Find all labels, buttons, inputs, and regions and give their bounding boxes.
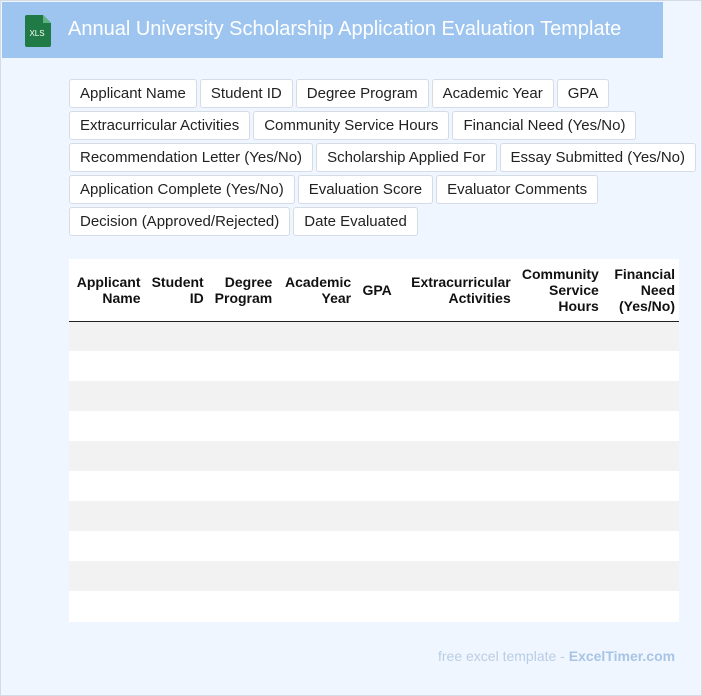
table-row	[69, 381, 679, 411]
table-cell[interactable]	[145, 441, 208, 471]
data-table	[69, 259, 679, 621]
column-header: Student ID	[145, 259, 208, 321]
table-cell[interactable]	[396, 441, 515, 471]
table-row	[69, 441, 679, 471]
table-cell[interactable]	[69, 411, 145, 441]
table-cell[interactable]	[145, 591, 208, 621]
table-cell[interactable]	[603, 591, 679, 621]
column-header: Academic Year	[276, 259, 355, 321]
table-cell[interactable]	[355, 501, 396, 531]
table-cell[interactable]	[396, 321, 515, 351]
column-header: Extracurricular Activities	[396, 259, 515, 321]
field-chip[interactable]: Financial Need (Yes/No)	[452, 111, 636, 140]
table-cell[interactable]	[145, 561, 208, 591]
table-cell[interactable]	[396, 351, 515, 381]
table-row	[69, 321, 679, 351]
table-cell[interactable]	[145, 381, 208, 411]
table-cell[interactable]	[208, 471, 277, 501]
table-cell[interactable]	[603, 561, 679, 591]
table-cell[interactable]	[515, 561, 603, 591]
table-cell[interactable]	[355, 531, 396, 561]
table-cell[interactable]	[515, 441, 603, 471]
field-chip[interactable]: Community Service Hours	[253, 111, 449, 140]
table-cell[interactable]	[145, 471, 208, 501]
table-cell[interactable]	[396, 591, 515, 621]
table-cell[interactable]	[603, 381, 679, 411]
table-cell[interactable]	[355, 321, 396, 351]
table-cell[interactable]	[276, 591, 355, 621]
table-cell[interactable]	[145, 531, 208, 561]
table-cell[interactable]	[396, 381, 515, 411]
table-row	[69, 501, 679, 531]
field-chip-list	[69, 79, 699, 236]
column-header: Applicant Name	[69, 259, 145, 321]
table-cell[interactable]	[208, 441, 277, 471]
table-cell[interactable]	[69, 351, 145, 381]
table-header-row	[69, 259, 679, 321]
table-cell[interactable]	[208, 561, 277, 591]
table-cell[interactable]	[515, 501, 603, 531]
table-cell[interactable]	[208, 501, 277, 531]
table-cell[interactable]	[603, 441, 679, 471]
excel-file-icon	[23, 15, 51, 47]
field-chip[interactable]: Extracurricular Activities	[69, 111, 250, 140]
table-cell[interactable]	[603, 471, 679, 501]
footer-credit	[438, 648, 675, 664]
field-chip[interactable]: Scholarship Applied For	[316, 143, 496, 172]
page-title: Annual University Scholarship Application Evaluation Template	[68, 18, 622, 40]
table-cell[interactable]	[145, 501, 208, 531]
table-cell[interactable]	[355, 351, 396, 381]
field-chip[interactable]: Academic Year	[432, 79, 554, 108]
field-chip[interactable]: Evaluator Comments	[436, 175, 598, 204]
title-bar	[2, 2, 663, 58]
table-cell[interactable]	[276, 351, 355, 381]
table-cell[interactable]	[276, 531, 355, 561]
table-cell[interactable]	[145, 351, 208, 381]
table-cell[interactable]	[69, 531, 145, 561]
table-cell[interactable]	[276, 321, 355, 351]
table-cell[interactable]	[69, 321, 145, 351]
table-cell[interactable]	[355, 381, 396, 411]
table-cell[interactable]	[208, 411, 277, 441]
field-chip[interactable]: Decision (Approved/Rejected)	[69, 207, 290, 236]
table-cell[interactable]	[396, 561, 515, 591]
table-cell[interactable]	[69, 591, 145, 621]
table-row	[69, 351, 679, 381]
table-row	[69, 411, 679, 441]
table-cell[interactable]	[603, 351, 679, 381]
table-cell[interactable]	[208, 321, 277, 351]
table-cell[interactable]	[276, 381, 355, 411]
table-cell[interactable]	[276, 411, 355, 441]
table-cell[interactable]	[355, 561, 396, 591]
field-chip[interactable]: GPA	[557, 79, 610, 108]
table-cell[interactable]	[355, 471, 396, 501]
column-header: Degree Program	[208, 259, 277, 321]
table-cell[interactable]	[276, 471, 355, 501]
table-cell[interactable]	[355, 441, 396, 471]
table-cell[interactable]	[355, 591, 396, 621]
table-cell[interactable]	[69, 471, 145, 501]
table-cell[interactable]	[276, 501, 355, 531]
field-chip[interactable]: Applicant Name	[69, 79, 197, 108]
field-chip[interactable]: Evaluation Score	[298, 175, 433, 204]
table-cell[interactable]	[208, 381, 277, 411]
field-chip[interactable]: Recommendation Letter (Yes/No)	[69, 143, 313, 172]
footer-text: free excel template -	[438, 648, 569, 664]
table-cell[interactable]	[355, 411, 396, 441]
data-table-container	[69, 259, 679, 622]
table-cell[interactable]	[208, 591, 277, 621]
table-row	[69, 471, 679, 501]
table-row	[69, 561, 679, 591]
table-row	[69, 531, 679, 561]
table-cell[interactable]	[515, 381, 603, 411]
table-cell[interactable]	[515, 531, 603, 561]
table-cell[interactable]	[276, 561, 355, 591]
field-chip[interactable]: Degree Program	[296, 79, 429, 108]
table-cell[interactable]	[69, 561, 145, 591]
table-cell[interactable]	[396, 471, 515, 501]
column-header: GPA	[355, 259, 396, 321]
table-cell[interactable]	[603, 501, 679, 531]
table-cell[interactable]	[69, 501, 145, 531]
footer-brand-link[interactable]: ExcelTimer.com	[568, 648, 676, 664]
table-cell[interactable]	[396, 531, 515, 561]
table-cell[interactable]	[69, 441, 145, 471]
table-cell[interactable]	[515, 411, 603, 441]
column-header: Community Service Hours	[515, 259, 603, 321]
table-cell[interactable]	[208, 351, 277, 381]
table-cell[interactable]	[69, 381, 145, 411]
column-header: Financial Need (Yes/No)	[603, 259, 679, 321]
table-cell[interactable]	[515, 321, 603, 351]
table-cell[interactable]	[208, 531, 277, 561]
table-cell[interactable]	[145, 411, 208, 441]
field-chip[interactable]: Student ID	[200, 79, 293, 108]
table-cell[interactable]	[603, 411, 679, 441]
table-cell[interactable]	[396, 411, 515, 441]
field-chip[interactable]: Essay Submitted (Yes/No)	[500, 143, 697, 172]
table-row	[69, 591, 679, 621]
xls-icon-label: XLS	[29, 29, 45, 38]
table-cell[interactable]	[515, 351, 603, 381]
field-chip[interactable]: Date Evaluated	[293, 207, 418, 236]
table-cell[interactable]	[145, 321, 208, 351]
table-cell[interactable]	[603, 531, 679, 561]
table-cell[interactable]	[276, 441, 355, 471]
table-cell[interactable]	[603, 321, 679, 351]
field-chip[interactable]: Application Complete (Yes/No)	[69, 175, 295, 204]
table-cell[interactable]	[515, 471, 603, 501]
table-cell[interactable]	[515, 591, 603, 621]
table-cell[interactable]	[396, 501, 515, 531]
